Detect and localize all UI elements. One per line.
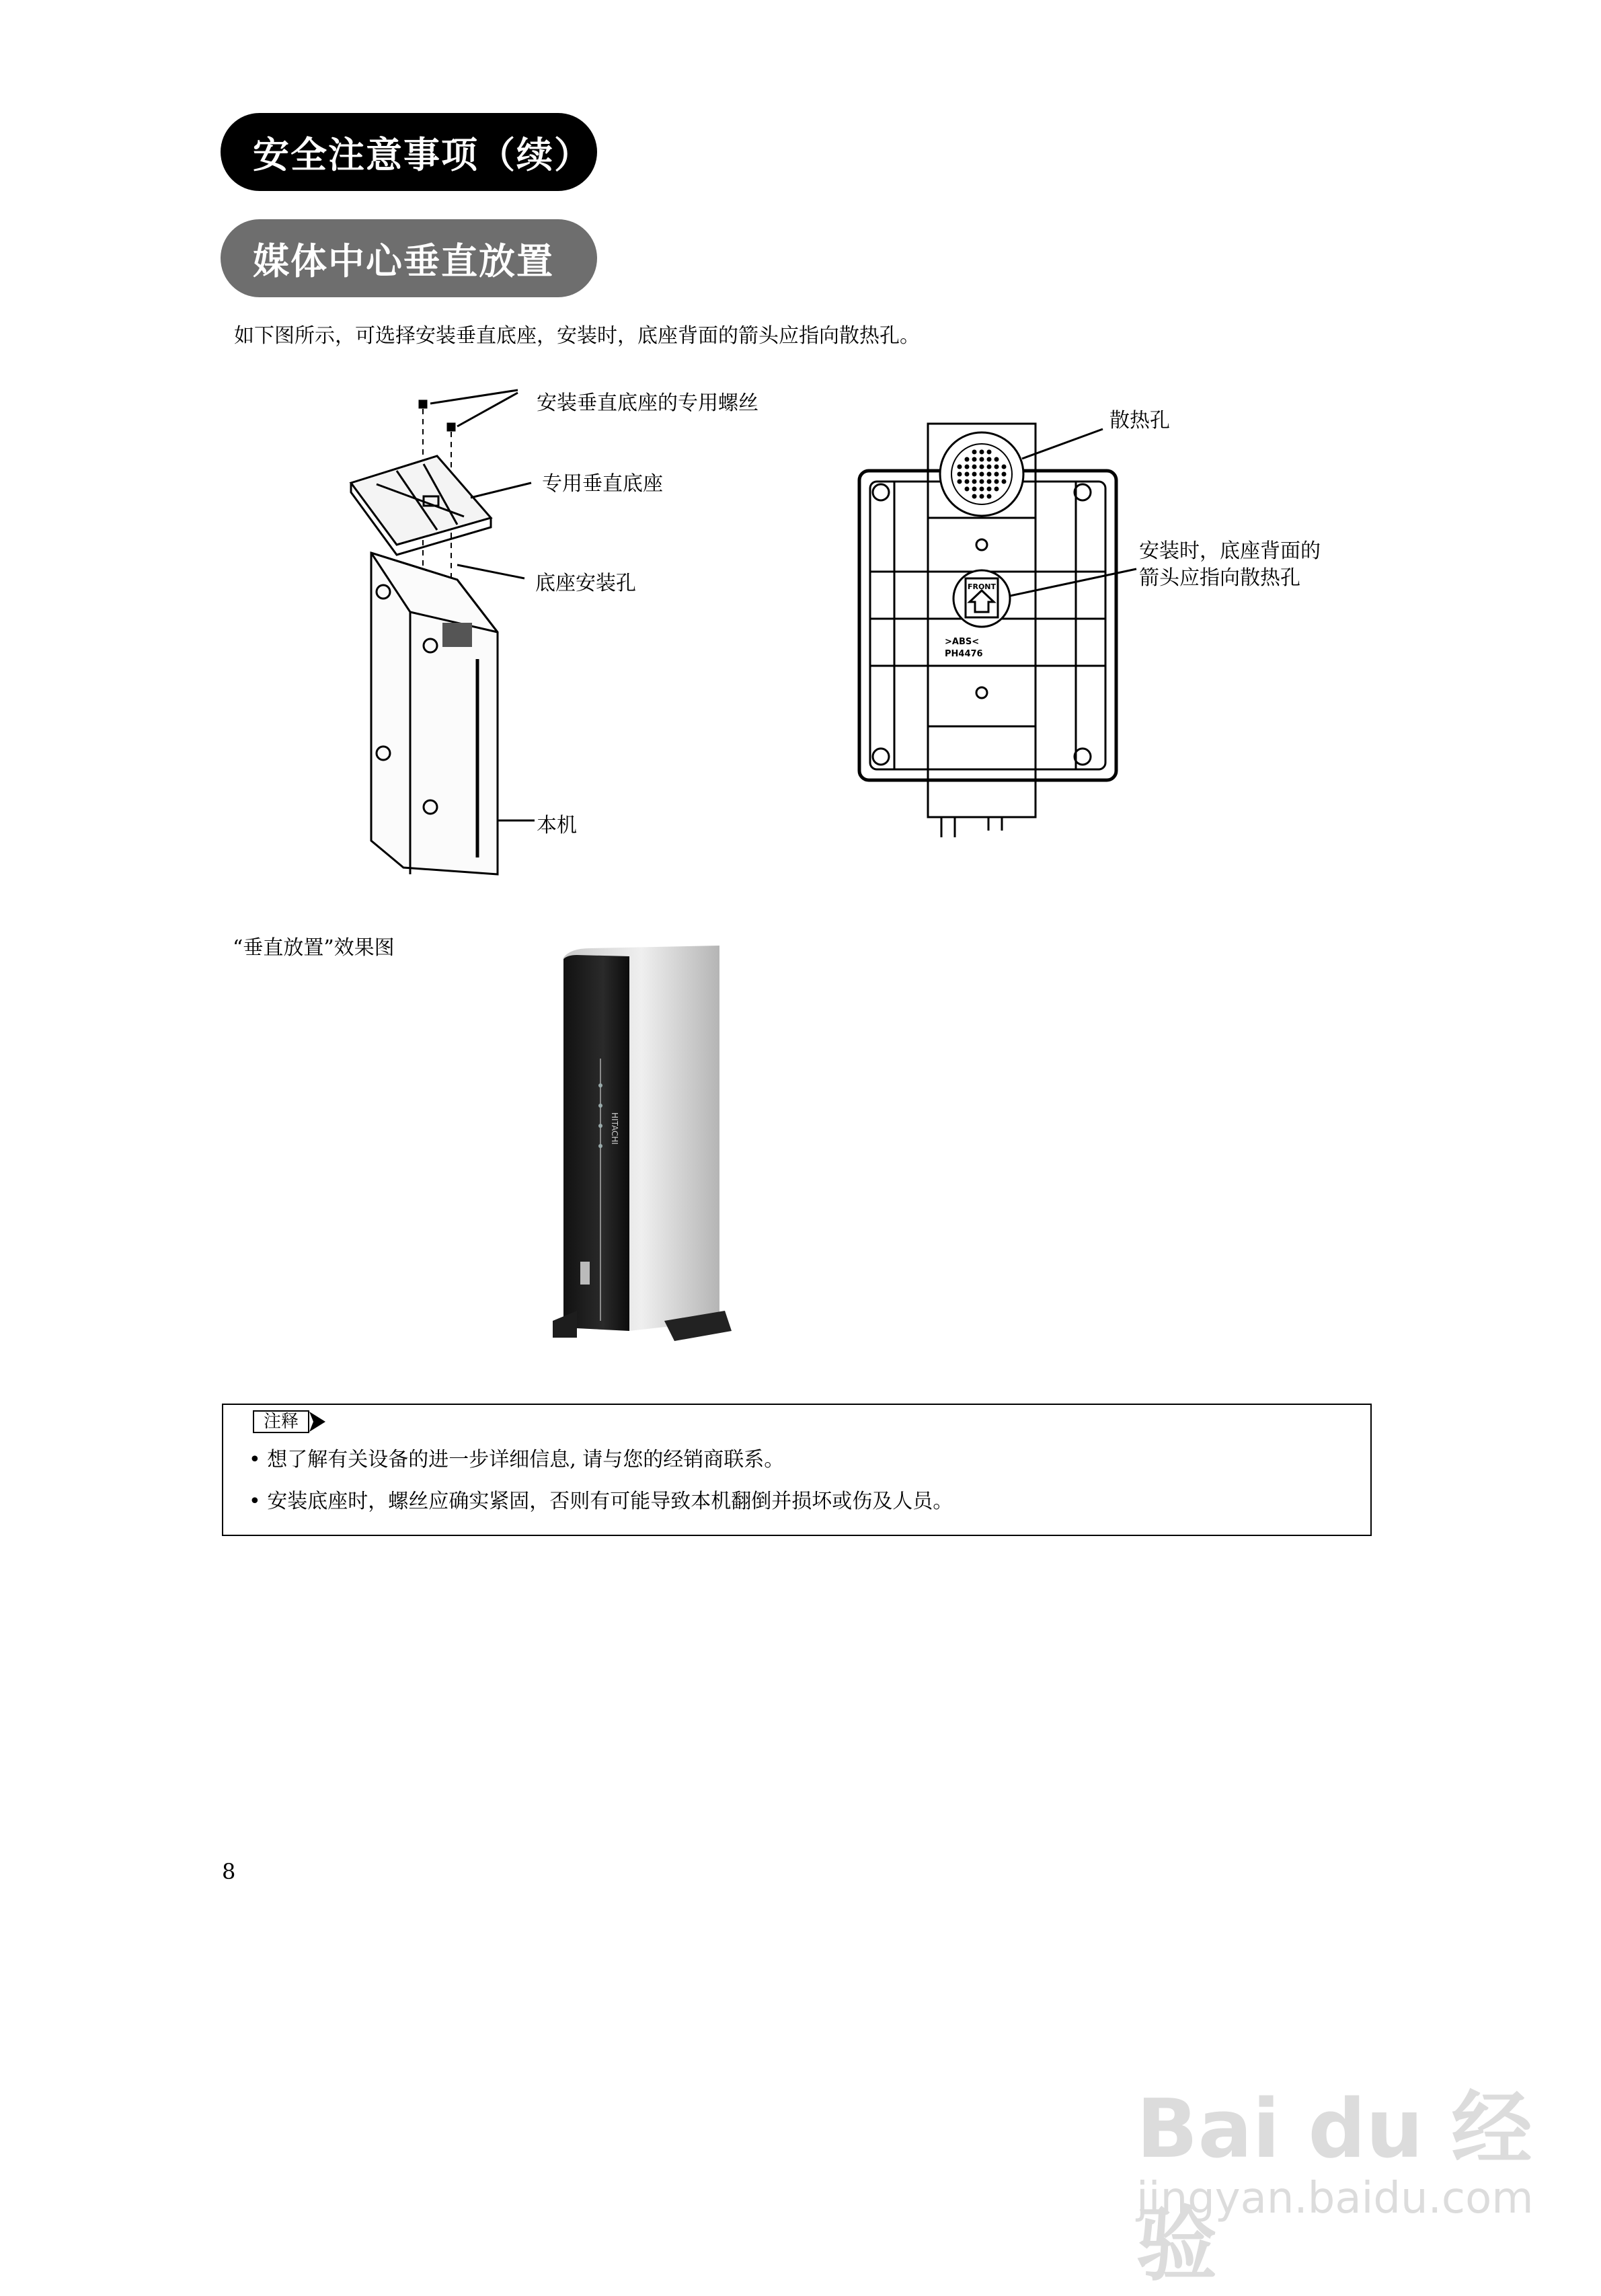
- vent-hole: [1002, 480, 1007, 484]
- vent-hole: [965, 480, 970, 484]
- vent-hole: [980, 472, 984, 477]
- vent-hole: [972, 480, 977, 484]
- vent-hole: [994, 457, 999, 462]
- note-item-2: • 安装底座时，螺丝应确实紧固，否则有可能导致本机翻倒并损坏或伤及人员。: [249, 1490, 953, 1513]
- note-tag-label: 注释: [253, 1410, 309, 1433]
- vent-hole: [965, 472, 970, 477]
- label-screws: 安装垂直底座的专用螺丝: [537, 391, 758, 415]
- intro-paragraph: 如下图所示，可选择安装垂直底座，安装时，底座背面的箭头应指向散热孔。: [234, 324, 920, 348]
- vent-hole: [987, 465, 992, 469]
- exploded-diagram: [336, 377, 874, 888]
- vent-hole: [980, 457, 984, 462]
- label-stand: 专用垂直底座: [542, 472, 663, 496]
- stamp-code: PH4476: [945, 649, 983, 659]
- page-number: 8: [222, 1859, 236, 1884]
- stand-back-diagram: [854, 417, 1150, 847]
- watermark-brand: Bai du 经验: [1136, 2083, 1532, 2292]
- vent-hole: [987, 487, 992, 492]
- product-photo: [550, 944, 738, 1341]
- vent-hole: [972, 465, 977, 469]
- vent-hole: [994, 480, 999, 484]
- label-vent: 散热孔: [1109, 409, 1170, 432]
- vent-hole: [980, 494, 984, 499]
- vent-hole: [958, 465, 962, 469]
- vent-hole: [965, 465, 970, 469]
- vent-hole: [972, 487, 977, 492]
- label-mount-holes: 底座安装孔: [535, 572, 636, 595]
- vent-hole: [987, 450, 992, 455]
- photo-caption: “垂直放置”效果图: [233, 936, 395, 960]
- brand-logo-text: HITACHI: [610, 1112, 619, 1145]
- vent-hole: [958, 480, 962, 484]
- vent-hole: [987, 457, 992, 462]
- label-arrow-line-2: 箭头应指向散热孔: [1139, 566, 1300, 590]
- vent-hole: [972, 494, 977, 499]
- vent-hole: [972, 450, 977, 455]
- vent-hole: [994, 472, 999, 477]
- note-box: [222, 1404, 1372, 1536]
- section-title-safety: 安全注意事项（续）: [221, 113, 597, 191]
- vent-hole: [980, 480, 984, 484]
- vent-hole: [1002, 465, 1007, 469]
- vent-hole: [994, 487, 999, 492]
- note-tag: [253, 1410, 325, 1433]
- vent-hole: [958, 472, 962, 477]
- vent-hole: [980, 465, 984, 469]
- vent-hole: [972, 457, 977, 462]
- arrow-right-icon: [309, 1412, 325, 1432]
- stamp-abs: >ABS<: [945, 637, 980, 647]
- watermark-url: jingyan.baidu.com: [1136, 2174, 1534, 2223]
- label-unit: 本机: [537, 814, 577, 837]
- vent-hole: [972, 472, 977, 477]
- vent-hole: [980, 487, 984, 492]
- vent-hole: [980, 450, 984, 455]
- section-title-vertical: 媒体中心垂直放置: [221, 219, 597, 297]
- vent-hole: [987, 480, 992, 484]
- vent-hole: [994, 465, 999, 469]
- vent-hole: [1002, 472, 1007, 477]
- vent-hole: [987, 472, 992, 477]
- stamp-front: FRONT: [967, 582, 997, 591]
- vent-hole: [965, 487, 970, 492]
- label-arrow-line-1: 安装时，底座背面的: [1139, 539, 1321, 563]
- note-item-1: • 想了解有关设备的进一步详细信息, 请与您的经销商联系。: [249, 1448, 785, 1471]
- vent-hole: [965, 457, 970, 462]
- vent-hole: [987, 494, 992, 499]
